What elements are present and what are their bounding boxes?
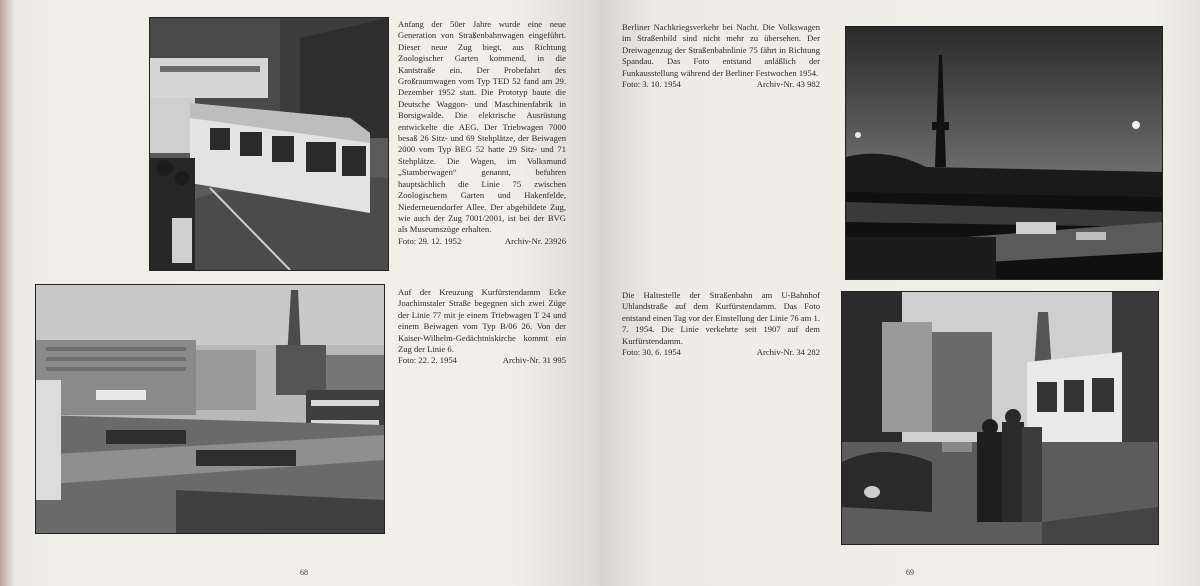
caption-top-left [398, 19, 566, 247]
caption-bottom-right [622, 290, 820, 358]
caption-text: Die Haltestelle der Straßenbahn am U-Bahnhof Uhlandstraße auf dem Kurfürstendamm. Das Foto entstand einen Tag vor der Einstellung der Linie 76 am 1. 7. 1954. Die Linie verkehrte seit 1907 auf dem Kurfürstendamm. [622, 290, 820, 346]
photo-kurfuerstendamm-crossing [36, 285, 384, 533]
caption-meta [398, 355, 566, 366]
photo-tram-kantstrasse [150, 18, 388, 270]
photo-date: Foto: 3. 10. 1954 [622, 79, 681, 90]
caption-meta [622, 79, 820, 90]
page-edge [0, 0, 14, 586]
caption-bottom-left [398, 287, 566, 367]
caption-text: Berliner Nachkriegsverkehr bei Nacht. Die Volkswagen im Straßenbild sind nicht mehr zu übersehen. Der Dreiwagenzug der Straßenbahnlinie 75 fährt in Richtung Spandau. Das Foto entstand anläßlich der Funkausstellung während der Berliner Festwochen 1954. [622, 22, 820, 78]
photo-uhlandstrasse-stop [842, 292, 1158, 544]
photo-date: Foto: 22. 2. 1954 [398, 355, 457, 366]
right-page [600, 0, 1200, 586]
photo-date: Foto: 30. 6. 1954 [622, 347, 681, 358]
photo-date: Foto: 29. 12. 1952 [398, 235, 462, 246]
archive-number: Archiv-Nr. 31 995 [502, 355, 566, 366]
page-number: 68 [300, 568, 308, 577]
archive-number: Archiv-Nr. 34 282 [756, 347, 820, 358]
page-number: 69 [906, 568, 914, 577]
caption-top-right [622, 22, 820, 90]
caption-meta [398, 236, 566, 247]
caption-meta [622, 347, 820, 358]
archive-number: Archiv-Nr. 43 982 [756, 79, 820, 90]
caption-text: Auf der Kreuzung Kurfürstendamm Ecke Joachimstaler Straße begegnen sich zwei Züge der Linie 77 mit je einem Triebwagen T 24 und einem Beiwagen vom Typ B/06 26. Von der Kaiser-Wilhelm-Gedächtniskirche kommt ein Zug der Linie 6. [398, 287, 566, 355]
caption-text: Anfang der 50er Jahre wurde eine neue Generation von Straßenbahnwagen eingeführt. Dieser neue Zug biegt, aus Richtung Zoologischer Garten kommend, in die Kantstraße ein. Der Probefahrt des Großraumwagen vom Typ TED 52 fand am 29. Dezember 1952 statt. Die Prototyp baute die Deutsche Waggon- und Maschinenfabrik in Borsigwalde. Die elektrische Ausrüstung entwickelte die AEG. Der Triebwagen 7000 besaß 26 Sitz- und 69 Stehplätze, der Beiwagen 2000 vom Typ BEG 52 hatte 29 Sitz- und 71 Stehplätze. Die Wagen, im Volksmund „Stamberwagen“ genannt, befuhren hauptsächlich die Linie 75 zwischen Zoologischem Garten und Hakenfelde, Niederneuendorfer Allee. Der abgebildete Zug, wie auch der Zug 7001/2001, ist bei der BVG als Museumszüge erhalten. [398, 19, 566, 235]
archive-number: Archiv-Nr. 23926 [504, 235, 566, 246]
photo-night-funkturm [846, 27, 1162, 279]
